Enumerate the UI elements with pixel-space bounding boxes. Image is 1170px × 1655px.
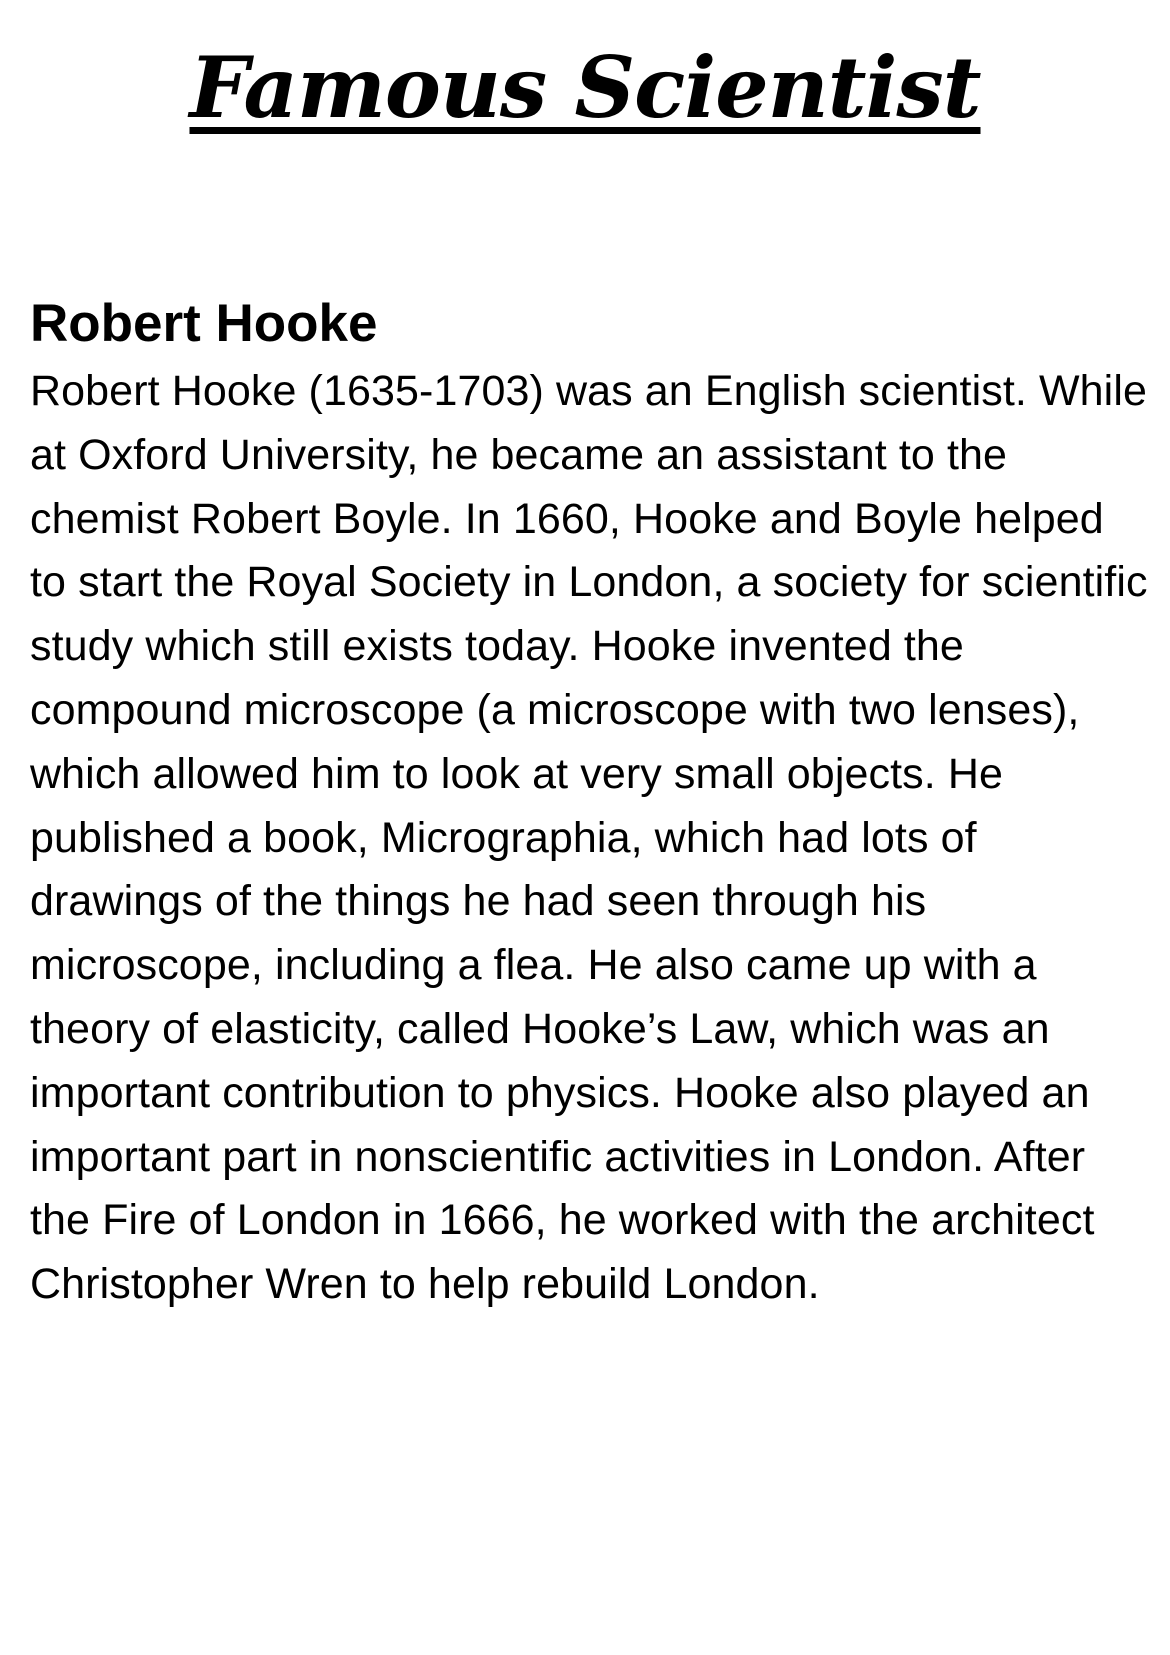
page-title: Famous Scientist <box>189 38 981 137</box>
title-container <box>0 40 1170 137</box>
article-content <box>30 292 1150 1317</box>
scientist-name-heading: Robert Hooke <box>30 294 378 353</box>
biography-paragraph: Robert Hooke (1635-1703) was an English scientist. While at Oxford University, he became an assistant to the chemist Robert Boyle. In 1660, Hooke and Boyle helped to start the Royal Society in London, a society for scientific study which still exists today. Hooke invented the compound microscope (a microscope with two lenses), which allowed him to look at very small objects. He published a book, Micrographia, which had lots of drawings of the things he had seen through his microscope, including a flea. He also came up with a theory of elasticity, called Hooke’s Law, which was an important contribution to physics. Hooke also played an important part in nonscientific activities in London. After the Fire of London in 1666, he worked with the architect Christopher Wren to help rebuild London. <box>30 367 1148 1309</box>
